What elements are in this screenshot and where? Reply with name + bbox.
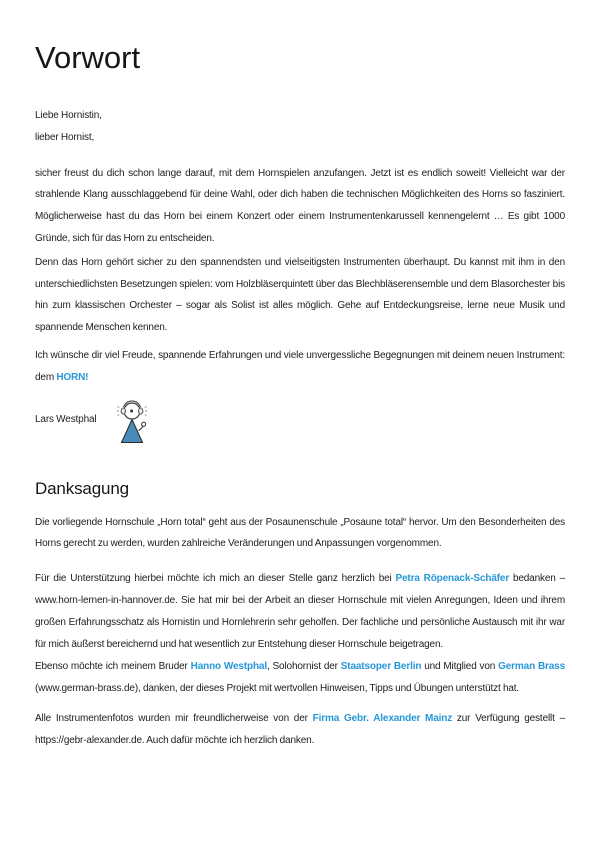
vorwort-paragraph-3 — [35, 345, 565, 389]
accent-text: Hanno Westphal — [190, 661, 267, 673]
danksagung-paragraph-1 — [35, 512, 565, 556]
signature-name: Lars Westphal — [35, 414, 97, 426]
text-run: Denn das Horn gehört sicher zu den spannendsten und vielseitigsten Instrumenten überhaupt. Du kannst mit ihm in den unterschiedlichsten Besetzungen spielen: vom Holzbläserquintett über das Blechbläserensemble und dem Blasorchester bis hin zum klassischen Orchester – sogar als Solist ist alles möglich. Gehe auf Entdeckungsreise, lerne neue Musik und spannende Menschen kennen. — [35, 256, 565, 334]
text-run: und Mitglied von — [421, 661, 499, 673]
text-run: Ich wünsche dir viel Freude, spannende Erfahrungen und viele unvergessliche Begegnungen mit deinem neuen Instrument: dem — [35, 349, 565, 383]
horn-student-mascot-icon — [114, 397, 150, 444]
vorwort-paragraph-2 — [35, 252, 565, 339]
salutation — [35, 105, 565, 149]
page-title: Vorwort — [35, 40, 141, 75]
mascot-body — [121, 419, 142, 442]
mascot-sound-lines-right — [144, 406, 147, 415]
mascot-ear-left — [121, 408, 125, 414]
accent-text: German Brass — [498, 661, 565, 673]
mascot-fist — [141, 422, 145, 426]
text-run: zur Verfügung gestellt – https://gebr-alexander.de. Auch dafür möchte ich herzlich danken. — [35, 712, 565, 746]
mascot-eye — [130, 409, 133, 412]
signature-row — [35, 397, 565, 444]
danksagung-title: Danksagung — [35, 478, 129, 498]
danksagung-paragraph-2 — [35, 568, 565, 655]
text-run: Ebenso möchte ich meinem Bruder — [35, 661, 191, 673]
accent-text: Staatsoper Berlin — [340, 661, 422, 673]
mascot-ear-right — [138, 408, 142, 414]
vorwort-paragraph-1 — [35, 163, 565, 250]
text-run: bedanken – www.horn-lernen-in-hannover.de. Sie hat mir bei der Arbeit an dieser Hornschule mit vielen Anregungen, Ideen und ihrem großen Erfahrungsschatz als Hornistin und Hornlehrerin sehr geholfen. Der fachliche und persönliche Austausch mit ihr war für mich äußerst bereichernd und hat wesentlich zur Entstehung dieser Hornschule beigetragen. — [35, 573, 565, 650]
danksagung-paragraph-3 — [35, 656, 565, 700]
mascot-sound-lines-left — [116, 406, 119, 415]
salutation-line-2: lieber Hornist, — [35, 131, 95, 143]
accent-text: Petra Röpenack-Schäfer — [395, 573, 510, 585]
text-run: Alle Instrumentenfotos wurden mir freundlicherweise von der — [35, 712, 313, 724]
accent-text: HORN! — [56, 371, 89, 383]
danksagung-paragraph-4 — [35, 708, 565, 752]
text-run: sicher freust du dich schon lange darauf, mit dem Hornspielen anzufangen. Jetzt ist es endlich soweit! Vielleicht war der strahlende Klang ausschlaggebend für deine Wahl, oder dich haben die technischen Möglichkeiten des Horns so fasziniert. Möglicherweise hast du das Horn bei einem Konzert oder einem Instrumentenkarussell kennengelernt … Es gibt 1000 Gründe, sich für das Horn zu entscheiden. — [35, 167, 565, 244]
text-run: Für die Unterstützung hierbei möchte ich mich an dieser Stelle ganz herzlich bei — [35, 573, 396, 585]
text-run: Die vorliegende Hornschule „Horn total“ geht aus der Posaunenschule „Posaune total“ hervor. Um den Besonderheiten des Horns gerecht zu werden, wurden zahlreiche Veränderungen und Anpassungen vorgenommen. — [35, 516, 565, 550]
text-run: , Solohornist der — [266, 661, 341, 673]
accent-text: Firma Gebr. Alexander Mainz — [312, 712, 453, 724]
text-run: (www.german-brass.de), danken, der dieses Projekt mit wertvollen Hinweisen, Tipps und Übungen unterstützt hat. — [35, 683, 520, 695]
salutation-line-1: Liebe Hornistin, — [35, 110, 102, 121]
